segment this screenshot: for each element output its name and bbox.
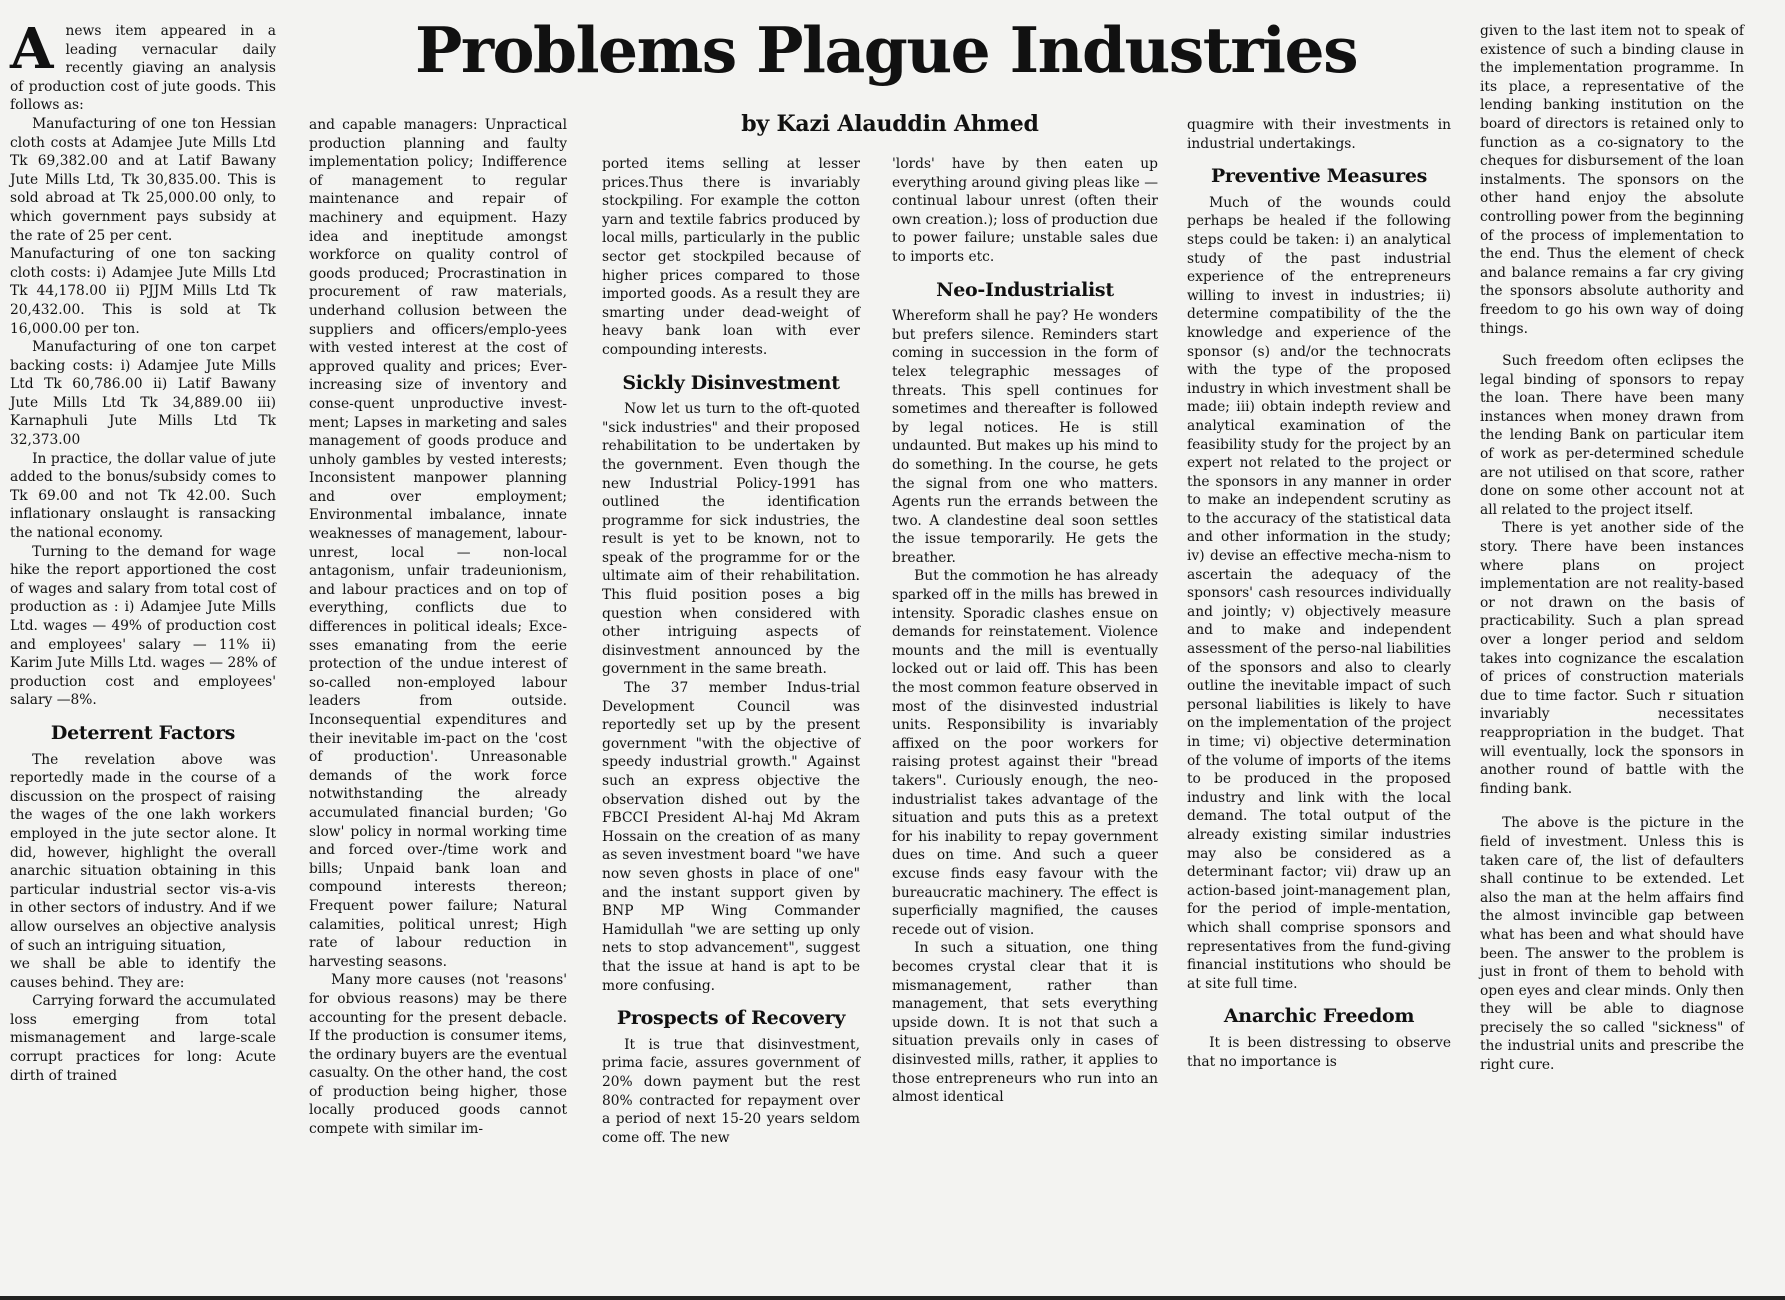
subheading-neo-industrialist: Neo-Industrialist — [936, 278, 1114, 301]
paragraph: and capable managers: Unpractical production planning and faulty implementation policy; Indifference of management to regular maintenance and repair of machinery and equipment. Hazy idea and ineptitude amongst workforce on quality control of goods produced; Procrastination in procurement of raw materials, underhand collusion between the suppliers and officers/emplo-yees with vested interest at the cost of approved quality and prices; Ever-increasing size of inventory and conse-quent unproductive invest-ment; Lapses in marketing and sales management of goods produce and unholy gambles by vested interests; Inconsistent manpower planning and over employment; Environmental imbalance, innate weaknesses of management, labour-unrest, local — non-local antagonism, unfair tradeunionism, and labour practices and on top of everything, conflicts due to differences in political ideals; Exce-sses emanating from the eerie protection of the undue interest of so-called non-employed labour leaders from outside. Inconsequential expenditures and their inevitable im-pact on the 'cost of production'. Unreasonable demands of the work force notwithstanding the already accumulated financial burden; 'Go slow' policy in normal working time and forced over-/time work and bills; Unpaid bank loan and compound interests thereon; Frequent power failure; Natural calamities, political unrest; High rate of labour reduction in harvesting seasons. — [309, 117, 567, 970]
paragraph: It is been distressing to observe that no importance is — [1187, 1034, 1451, 1070]
column-3 — [602, 155, 860, 1147]
column-5 — [1187, 116, 1451, 1071]
intro-paragraph: Anews item appeared in a leading vernacular daily recently giaving an analysis of production cost of jute goods. This follows as: — [10, 16, 276, 114]
paragraph: There is yet another side of the story. There have been instances where plans on project implementation are not reality-based or not drawn on the basis of practicability. Such a plan spread over a longer period and seldom takes into cognizance the escalation of prices of construction materials due to time factor. Such r situation invariably necessitates reappropriation in the budget. That will eventually, lock the sponsors in another round of battle with the finding bank. — [1480, 520, 1744, 797]
paragraph: Turning to the demand for wage hike the report apportioned the cost of wages and salary from total cost of production as : i) Adamjee Jute Mills Ltd. wages — 49% of production cost and employees' salary — 11% ii) Karim Jute Mills Ltd. wages — 28% of production cost and employees' salary —8%. — [10, 543, 276, 709]
paragraph: Manufacturing of one ton carpet backing costs: i) Adamjee Jute Mills Ltd Tk 60,786.00 ii) Latif Bawany Jute Mills Ltd Tk 34,889.00 iii) Karnaphuli Jute Mills Ltd Tk 32,373.00 — [10, 339, 276, 449]
paragraph: given to the last item not to speak of existence of such a binding clause in the implementation programme. In its place, a representative of the lending banking institution on the board of directors is retained only to function as a co-signatory to the cheques for disbursement of the loan instalments. The sponsors on the other hand enjoy the absolute controlling power from the beginning of the process of implementation to the end. Thus the element of check and balance remains a far cry giving the sponsors absolute authority and freedom to go his own way of doing things. — [1480, 23, 1744, 337]
column-4 — [892, 155, 1158, 1107]
paragraph: In such a situation, one thing becomes crystal clear that it is mismanagement, rather than management, that sets everything upside down. It is not that such a situation prevails only in cases of disinvested mills, rather, it applies to those entrepreneurs who run into an almost identical — [892, 940, 1158, 1106]
bottom-rule — [0, 1296, 1785, 1300]
paragraph: It is true that disinvestment, prima facie, assures government of 20% down payment but the rest 80% contracted for repayment over a period of next 15-20 years seldom come off. The new — [602, 1036, 860, 1146]
paragraph: In practice, the dollar value of jute added to the bonus/subsidy comes to Tk 69.00 and not Tk 42.00. Such inflationary onslaught is ransacking the national economy. — [10, 450, 276, 542]
paragraph: The 37 member Indus-trial Development Council was reportedly set up by the present government "with the objective of speedy industrial growth." Against such an express objective the observation dished out by the FBCCI President Al-haj Md Akram Hossain on the creation of as many as seven investment board "we have now seven ghosts in place of one" and the instant support given by BNP MP Wing Commander Hamidullah "we are setting up only nets to stop advancement", suggest that the issue at hand is apt to be more confusing. — [602, 680, 860, 994]
paragraph: Many more causes (not 'reasons' for obvious reasons) may be there accounting for the present debacle. If the production is consumer items, the ordinary buyers are the eventual casualty. On the other hand, the cost of production being higher, those locally produced goods cannot compete with similar im- — [309, 972, 567, 1138]
subheading-anarchic-freedom: Anarchic Freedom — [1223, 1005, 1415, 1028]
paragraph: Manufacturing of one ton sacking cloth costs: i) Adamjee Jute Mills Ltd Tk 44,178.00 ii) PJJM Mills Ltd Tk 20,432.00. This is sold at Tk 16,000.00 per ton. — [10, 246, 276, 337]
paragraph: Manufacturing of one ton Hessian cloth costs at Adamjee Jute Mills Ltd Tk 69,382.00 and at Latif Bawany Jute Mills Ltd, Tk 30,835.00. This is sold abroad at Tk 25,000.00 only, to which government pays subsidy at the rate of 25 per cent. — [10, 115, 276, 244]
paragraph: quagmire with their investments in industrial undertakings. — [1187, 117, 1451, 152]
column-6 — [1480, 22, 1744, 1075]
paragraph: Now let us turn to the oft-quoted "sick industries" and their proposed rehabilitation to be undertaken by the government. Even though the new Industrial Policy-1991 has outlined the identification programme for sick industries, the result is yet to be known, not to speak of the programme for or the ultimate aim of their rehabilitation. This fluid position poses a big question when considered with other intriguing aspects of disinvestment announced by the government in the same breath. — [602, 401, 860, 678]
column-1 — [10, 16, 276, 1085]
headline: Problems Plague Industries — [414, 13, 1358, 87]
paragraph: Much of the wounds could perhaps be healed if the following steps could be taken: i) an analytical study of the past industrial experience of the entrepreneurs willing to invest in industries; ii) determine compatibility of the the knowledge and experience of the sponsor (s) and/or the technocrats with the type of the proposed industry in which investment shall be made; iii) obtain indepth review and analytical examination of the feasibility study for the project by an expert not related to the project or the sponsors in any manner in order to make an independent scrutiny as to the accuracy of the statistical data and other information in the study; iv) devise an effective mecha-nism to ascertain the adequacy of the sponsors' cash resources individually and jointly; v) objectively measure and to make and independent assessment of the perso-nal liabilities of the sponsors and also to clearly outline the inevitable impact of such personal liabilities is likely to have on the implementation of the project in time; vi) objective determination of the volume of imports of the items to be produced in the proposed industry and link with the local demand. The total output of the already existing similar industries may also be considered as a determinant factor; vii) draw up an action-based joint-management plan, for the period of imple-mentation, which shall comprise sponsors and representatives from the fund-giving financial institutions who should be at site full time. — [1187, 194, 1451, 992]
paragraph: ported items selling at lesser prices.Thus there is invariably stockpiling. For example the cotton yarn and textile fabrics produced by local mills, particularly in the public sector get stockpiled because of higher prices compared to those imported goods. As a result they are smarting under dead-weight of heavy bank loan with ever compounding interests. — [602, 156, 860, 358]
paragraph: 'lords' have by then eaten up everything around giving pleas like — continual labour unrest (often their own creation.); loss of production due to power failure; unstable sales due to imports etc. — [892, 156, 1158, 265]
paragraph: Such freedom often eclipses the legal binding of sponsors to repay the loan. There have been many instances when money drawn from the lending Bank on particular item of work as per-determined schedule are not utilised on that score, rather done on some other account not at all related to the project itself. — [1480, 353, 1744, 518]
paragraph: Carrying forward the accumulated loss emerging from total mismanagement and large-scale corrupt practices for long: Acute dirth of trained — [10, 993, 276, 1084]
subheading-prospects-of-recovery: Prospects of Recovery — [616, 1007, 846, 1030]
paragraph: The revelation above was reportedly made in the course of a discussion on the prospect of raising the wages of the one lakh workers employed in the jute sector alone. It did, however, highlight the overall anarchic situation obtaining in this particular industrial sector vis-a-vis in other sectors of industry. And if we allow ourselves an objective analysis of such an intriguing situation, — [10, 751, 276, 954]
byline: by Kazi Alauddin Ahmed — [741, 111, 1039, 137]
drop-cap: A — [10, 16, 54, 82]
paragraph: we shall be able to identify the causes behind. They are: — [10, 956, 276, 991]
column-2 — [309, 116, 567, 1139]
paragraph: The above is the picture in the field of investment. Unless this is taken care of, the list of defaulters shall continue to be extended. Let also the man at the helm affairs find the almost invincible gap between what has been and what should have been. The answer to the problem is just in front of them to behold with open eyes and clear minds. Only then they will be able to diagnose precisely the so called "sickness" of the industrial units and prescribe the right cure. — [1480, 815, 1744, 1074]
paragraph: Whereform shall he pay? He wonders but prefers silence. Reminders start coming in succession in the form of telex telegraphic messages of threats. This spell continues for sometimes and thereafter is followed by legal notices. He is still undaunted. But makes up his mind to do something. In the course, he gets the signal from one who matters. Agents run the errands between the two. A clandestine deal soon settles the issue temporarily. He gets the breather. — [892, 308, 1158, 566]
subheading-sickly-disinvestment: Sickly Disinvestment — [622, 371, 840, 394]
subheading-preventive-measures: Preventive Measures — [1210, 165, 1428, 188]
subheading-deterrent-factors: Deterrent Factors — [50, 721, 236, 744]
paragraph: But the commotion he has already sparked off in the mills has brewed in intensity. Sporadic clashes ensue on demands for reinstatement. Violence mounts and the mill is eventually locked out or laid off. This has been the most common feature observed in most of the disinvested industrial units. Responsibility is invariably affixed on the poor workers for raising protest against their "bread takers". Curiously enough, the neo-industrialist takes advantage of the situation and puts this as a pretext for his inability to repay government dues on time. And such a queer excuse finds easy favour with the bureaucratic machinery. The effect is superficially magnified, the causes recede out of vision. — [892, 568, 1158, 938]
